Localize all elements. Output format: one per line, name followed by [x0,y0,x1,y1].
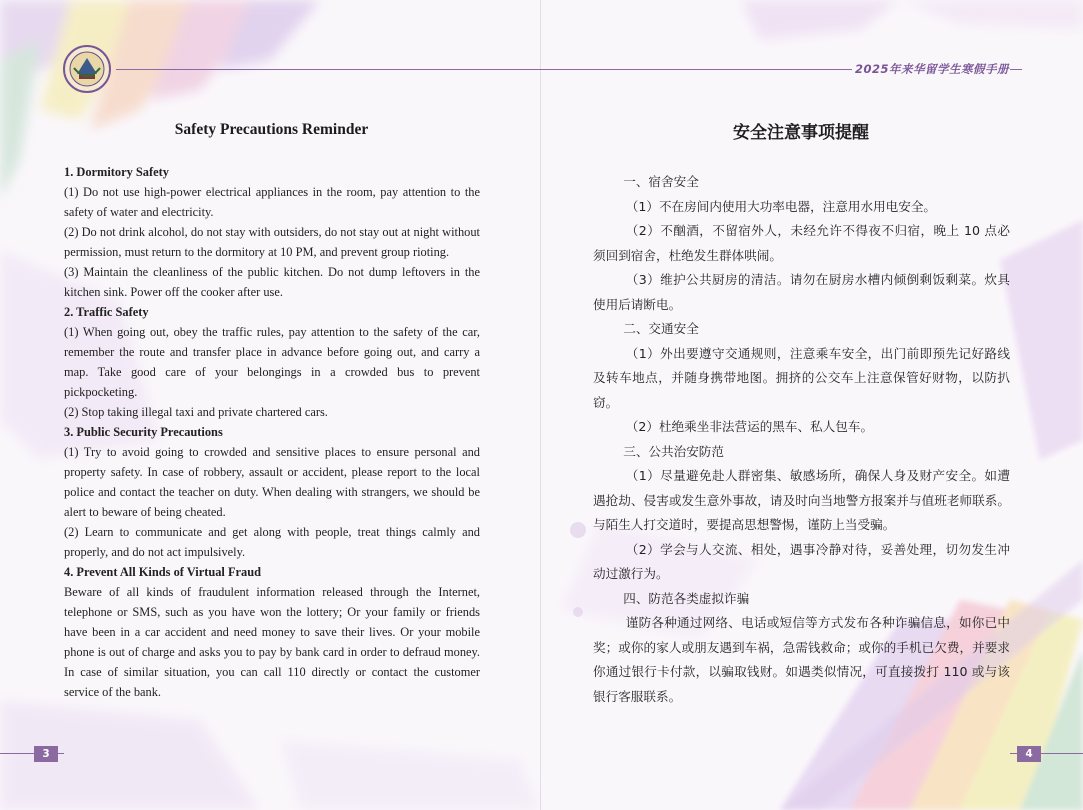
paragraph: (1) Try to avoid going to crowded and sensitive places to ensure personal and property safety. In case of robbery, assault or accident, please report to the local police and contact the teacher on duty. When dealing with strangers, we should be alert to beware of being cheated. [64,445,480,519]
paragraph: (1) When going out, obey the traffic rules, pay attention to the safety of the car, remember the route and transfer place in advance before going out, and carry a map. Take good care of your belongings in a crowded bus to prevent pickpocketing. [64,325,480,399]
section-heading: 一、宿舍安全 [623,174,699,189]
paragraph: （3）维护公共厨房的清洁。请勿在厨房水槽内倾倒剩饭剩菜。炊具使用后请断电。 [593,272,1010,312]
footer-rule [1041,753,1083,754]
footer-rule [0,753,34,754]
english-page-title: Safety Precautions Reminder [174,121,369,138]
paragraph: (2) Do not drink alcohol, do not stay with outsiders, do not stay out at night without permission, must return to the dormitory at 10 PM, and prevent group rioting. [64,225,480,259]
section-heading: 4. Prevent All Kinds of Virtual Fraud [64,565,261,579]
paragraph: （1）外出要遵守交通规则，注意乘车安全，出门前即预先记好路线及转车地点，并随身携带地图。拥挤的公交车上注意保管好财物，以防扒窃。 [593,345,1010,410]
paragraph: Beware of all kinds of fraudulent information released through the Internet, telephone or SMS, such as you have won the lottery; Or your family or friends have been in a car accident and need money to save their lives. Or your mobile phone is out of charge and asks you to pay by bank card in order to defraud money. In case of similar situation, you can call 110 directly or contact the customer service of the bank. [64,585,480,699]
paragraph: (3) Maintain the cleanliness of the public kitchen. Do not dump leftovers in the kitchen sink. Power off the cooker after use. [64,265,480,299]
header-rule [116,69,852,70]
handbook-title: 2025年来华留学生寒假手册 [855,62,1010,76]
paragraph: （2）不酗酒，不留宿外人，未经允许不得夜不归宿，晚上 10 点必须回到宿舍，杜绝发生群体哄闹。 [593,223,1010,263]
paragraph: (1) Do not use high-power electrical appliances in the room, pay attention to the safety of water and electricity. [64,185,480,219]
chinese-body [593,170,1010,709]
header-rule-end [1010,69,1022,70]
paragraph: （1）尽量避免赴人群密集、敏感场所，确保人身及财产安全。如遭遇抢劫、侵害或发生意外事故，请及时向当地警方报案并与值班老师联系。与陌生人打交道时，要提高思想警惕，谨防上当受骗。 [593,468,1010,532]
paragraph: （2）学会与人交流、相处，遇事冷静对待，妥善处理，切勿发生冲动过激行为。 [593,541,1010,581]
book-spine [540,0,541,810]
paragraph: (2) Learn to communicate and get along with people, treat things calmly and properly, and do not act impulsively. [64,525,480,559]
section-heading: 四、防范各类虚拟诈骗 [623,590,750,606]
chinese-page-title: 安全注意事项提醒 [733,123,869,143]
paragraph: 谨防各种通过网络、电话或短信等方式发布各种诈骗信息，如你已中奖；或你的家人或朋友遇到车祸，急需钱救命；或你的手机已欠费，并要求你通过银行卡付款，以骗取钱财。如遇类似情况，可直接拨打 110 或与该银行客服联系。 [593,615,1010,704]
section-heading: 2. Traffic Safety [64,305,149,319]
paragraph: （1）不在房间内使用大功率电器，注意用水用电安全。 [625,198,937,214]
section-heading: 3. Public Security Precautions [64,425,223,439]
university-crest-icon [62,44,112,94]
section-heading: 三、公共治安防范 [623,443,724,459]
paragraph: (2) Stop taking illegal taxi and private chartered cars. [64,405,328,419]
section-heading: 1. Dormitory Safety [64,165,169,179]
page-number-right: 4 [1017,746,1041,762]
english-body [64,162,480,702]
page-number-left: 3 [34,746,58,762]
footer-rule [1010,753,1017,754]
paragraph: （2）杜绝乘坐非法营运的黑车、私人包车。 [625,419,874,434]
footer-rule [58,753,64,754]
section-heading: 二、交通安全 [623,321,699,336]
